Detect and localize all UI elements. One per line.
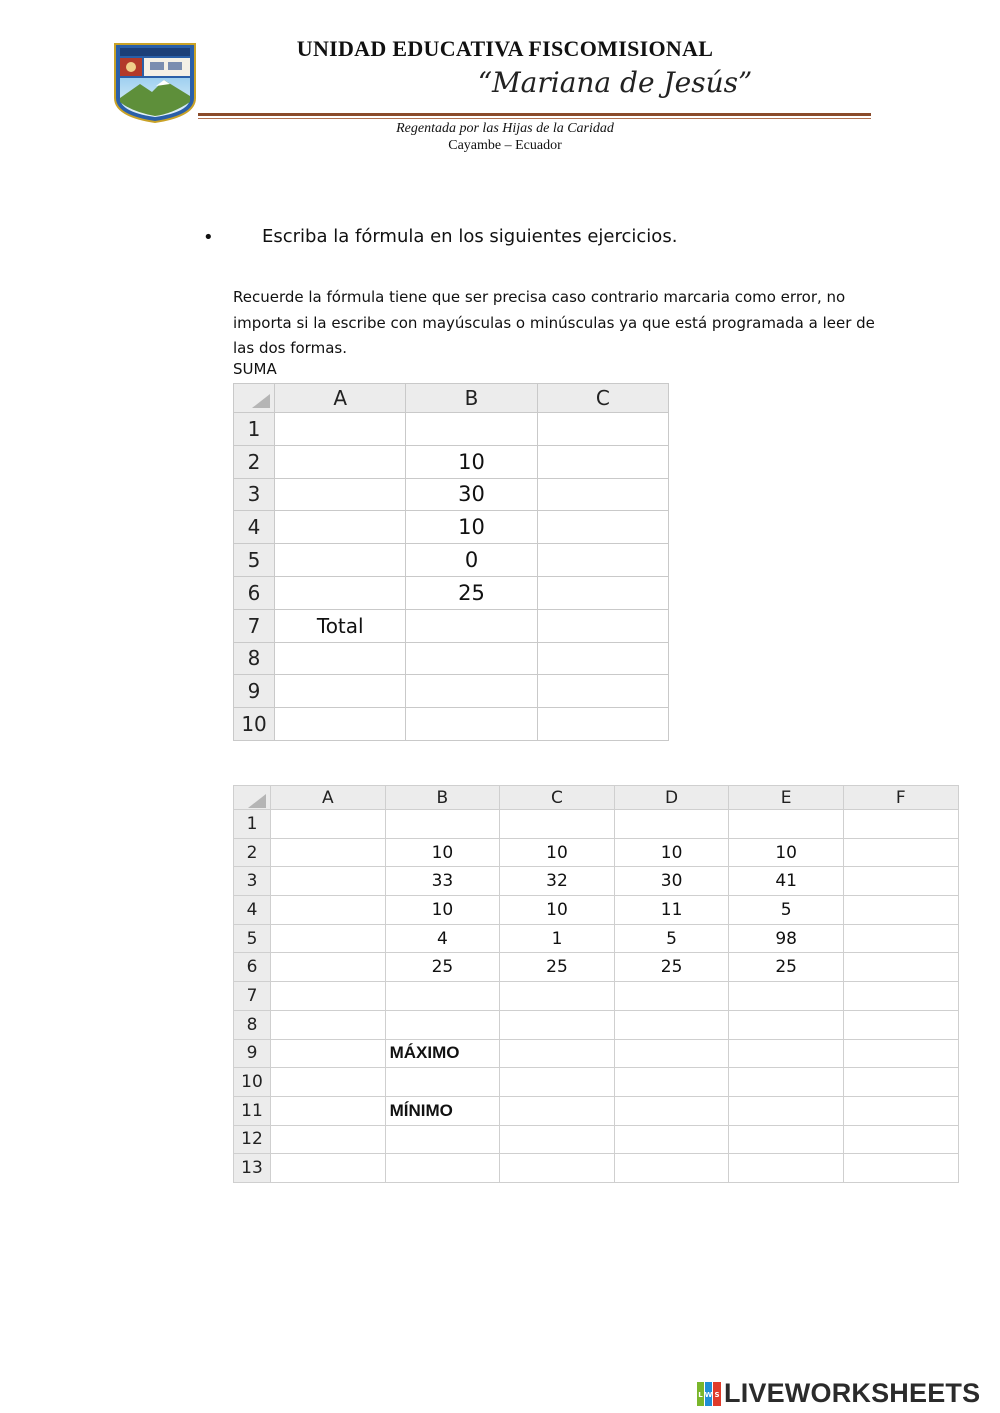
cell-a6 (275, 576, 406, 609)
sheet-row (234, 576, 669, 609)
instruction-note: Recuerde la fórmula tiene que ser precisa caso contrario marcaria como error, no importa si la escribe con mayúsculas o minúsculas ya que está programada a leer de las dos formas. (233, 288, 875, 357)
cell-b5: 4 (385, 924, 500, 953)
school-name: UNIDAD EDUCATIVA FISCOMISIONAL (296, 36, 714, 61)
cell (385, 982, 500, 1011)
cell (271, 1068, 386, 1097)
cell (271, 1125, 386, 1154)
row-header: 1 (234, 810, 271, 839)
cell (614, 1068, 729, 1097)
cell (271, 1154, 386, 1183)
row-header: 8 (234, 1010, 271, 1039)
cell-a2 (275, 445, 406, 478)
max-answer-d[interactable] (614, 1039, 729, 1068)
cell-c6 (537, 576, 668, 609)
liveworksheets-logo-icon (697, 1382, 721, 1406)
cell (385, 1068, 500, 1097)
logo-letter-l: L (698, 1391, 703, 1399)
cell-c10 (537, 708, 668, 741)
cell (614, 1010, 729, 1039)
sheet-row (234, 609, 669, 642)
cell (843, 838, 958, 867)
cell (500, 1125, 615, 1154)
cell-c9 (537, 675, 668, 708)
cell (271, 896, 386, 925)
row-header: 11 (234, 1096, 271, 1125)
column-header-b: B (406, 384, 537, 413)
cell-c5: 1 (500, 924, 615, 953)
cell-c7 (537, 609, 668, 642)
cell-a9 (275, 675, 406, 708)
instruction-text: Escriba la fórmula en los siguientes ejercicios. (262, 226, 678, 247)
cell (271, 810, 386, 839)
sheet-row (234, 708, 669, 741)
column-header-d: D (614, 786, 729, 810)
cell (271, 1039, 386, 1068)
cell-a8 (275, 642, 406, 675)
cell-c1 (537, 413, 668, 446)
row-header: 10 (234, 1068, 271, 1097)
cell (843, 896, 958, 925)
cell-c5 (537, 544, 668, 577)
row-header: 5 (234, 544, 275, 577)
row-header: 4 (234, 511, 275, 544)
select-all-corner (234, 384, 275, 413)
cell (729, 982, 844, 1011)
cell (500, 1068, 615, 1097)
cell-a4 (275, 511, 406, 544)
sheet-row (234, 544, 669, 577)
cell-c8 (537, 642, 668, 675)
row-header: 6 (234, 953, 271, 982)
cell (614, 1125, 729, 1154)
school-location: Cayambe – Ecuador (448, 138, 562, 153)
cell-b9 (406, 675, 537, 708)
sheet-row (234, 1039, 959, 1068)
row-header: 2 (234, 838, 271, 867)
cell-b3: 33 (385, 867, 500, 896)
cell (614, 1154, 729, 1183)
cell (500, 1010, 615, 1039)
sheet-row (234, 1068, 959, 1097)
max-answer-e[interactable] (729, 1039, 844, 1068)
cell-a10 (275, 708, 406, 741)
cell (385, 810, 500, 839)
cell (385, 1154, 500, 1183)
cell (843, 953, 958, 982)
row-header: 4 (234, 896, 271, 925)
cell (729, 810, 844, 839)
cell-b6: 25 (406, 576, 537, 609)
cell-c4: 10 (500, 896, 615, 925)
cell-c3: 32 (500, 867, 615, 896)
cell-d5: 5 (614, 924, 729, 953)
column-header-b: B (385, 786, 500, 810)
cell (843, 1068, 958, 1097)
row-header: 8 (234, 642, 275, 675)
sheet-row (234, 642, 669, 675)
cell (271, 924, 386, 953)
row-header: 9 (234, 1039, 271, 1068)
cell-d6: 25 (614, 953, 729, 982)
sheet-row (234, 1010, 959, 1039)
max-label: MÁXIMO (385, 1039, 500, 1068)
cell-b10 (406, 708, 537, 741)
max-answer-c[interactable] (500, 1039, 615, 1068)
cell-b2: 10 (406, 445, 537, 478)
min-answer-c[interactable] (500, 1096, 615, 1125)
school-crest-logo (112, 40, 198, 124)
column-header-e: E (729, 786, 844, 810)
cell (843, 1039, 958, 1068)
sheet-row (234, 867, 959, 896)
row-header: 7 (234, 982, 271, 1011)
cell (729, 1068, 844, 1097)
row-header: 6 (234, 576, 275, 609)
cell (729, 1154, 844, 1183)
sheet-row (234, 838, 959, 867)
header-rule (198, 113, 871, 116)
logo-letter-s: S (714, 1391, 720, 1399)
cell-a5 (275, 544, 406, 577)
liveworksheets-brand[interactable] (697, 1376, 997, 1410)
sheet-row (234, 478, 669, 511)
cell-e6: 25 (729, 953, 844, 982)
cell-c3 (537, 478, 668, 511)
row-header: 12 (234, 1125, 271, 1154)
row-header: 3 (234, 478, 275, 511)
cell-d3: 30 (614, 867, 729, 896)
cell-c2 (537, 445, 668, 478)
cell-a1 (275, 413, 406, 446)
cell-b8 (406, 642, 537, 675)
cell-b1 (406, 413, 537, 446)
row-header: 5 (234, 924, 271, 953)
cell (500, 810, 615, 839)
cell (500, 982, 615, 1011)
school-subtitle: Regentada por las Hijas de la Caridad (396, 121, 614, 136)
cell-d2: 10 (614, 838, 729, 867)
cell-e2: 10 (729, 838, 844, 867)
sheet-row (234, 1154, 959, 1183)
cell (271, 867, 386, 896)
select-all-corner (234, 786, 271, 810)
sheet-row (234, 1125, 959, 1154)
cell (729, 1125, 844, 1154)
cell-c4 (537, 511, 668, 544)
cell (843, 924, 958, 953)
cell-c2: 10 (500, 838, 615, 867)
cell (271, 982, 386, 1011)
cell-b2: 10 (385, 838, 500, 867)
cell-a3 (275, 478, 406, 511)
logo-letter-w: W (704, 1391, 713, 1399)
cell (843, 982, 958, 1011)
suma-label: SUMA (233, 360, 277, 378)
cell-b4: 10 (385, 896, 500, 925)
row-header: 1 (234, 413, 275, 446)
sheet-row (234, 445, 669, 478)
sheet-row (234, 924, 959, 953)
sheet-row (234, 675, 669, 708)
cell (843, 867, 958, 896)
school-motto: “Mariana de Jesús” (477, 66, 753, 99)
header-rule-thin (198, 118, 871, 119)
brand-text: LIVEWORKSHEETS (724, 1378, 981, 1408)
cell (843, 1010, 958, 1039)
column-header-c: C (537, 384, 668, 413)
total-label: Total (275, 609, 406, 642)
column-header-a: A (275, 384, 406, 413)
row-header: 7 (234, 609, 275, 642)
column-header-f: F (843, 786, 958, 810)
row-header: 9 (234, 675, 275, 708)
cell-c6: 25 (500, 953, 615, 982)
cell (385, 1010, 500, 1039)
max-min-spreadsheet (233, 785, 959, 1183)
row-header: 13 (234, 1154, 271, 1183)
cell (614, 982, 729, 1011)
cell (843, 1125, 958, 1154)
row-header: 3 (234, 867, 271, 896)
cell (843, 1154, 958, 1183)
cell (843, 810, 958, 839)
min-answer-d[interactable] (614, 1096, 729, 1125)
cell-b4: 10 (406, 511, 537, 544)
cell-e3: 41 (729, 867, 844, 896)
sheet-row (234, 511, 669, 544)
cell-e4: 5 (729, 896, 844, 925)
cell-b5: 0 (406, 544, 537, 577)
sheet-row (234, 413, 669, 446)
sheet-row (234, 982, 959, 1011)
cell-b3: 30 (406, 478, 537, 511)
row-header: 2 (234, 445, 275, 478)
cell-b6: 25 (385, 953, 500, 982)
column-header-row (234, 384, 669, 413)
bullet-icon: • (203, 227, 214, 248)
cell (843, 1096, 958, 1125)
suma-spreadsheet (233, 383, 669, 741)
column-header-row (234, 786, 959, 810)
sheet-row (234, 810, 959, 839)
min-answer-e[interactable] (729, 1096, 844, 1125)
cell (614, 810, 729, 839)
sheet-row (234, 1096, 959, 1125)
total-answer-cell[interactable] (406, 609, 537, 642)
column-header-c: C (500, 786, 615, 810)
cell-e5: 98 (729, 924, 844, 953)
min-label: MÍNIMO (385, 1096, 500, 1125)
sheet-row (234, 896, 959, 925)
cell (500, 1154, 615, 1183)
cell (385, 1125, 500, 1154)
row-header: 10 (234, 708, 275, 741)
column-header-a: A (271, 786, 386, 810)
cell (271, 1010, 386, 1039)
cell (271, 953, 386, 982)
sheet-row (234, 953, 959, 982)
cell (271, 838, 386, 867)
cell (729, 1010, 844, 1039)
cell-d4: 11 (614, 896, 729, 925)
cell (271, 1096, 386, 1125)
